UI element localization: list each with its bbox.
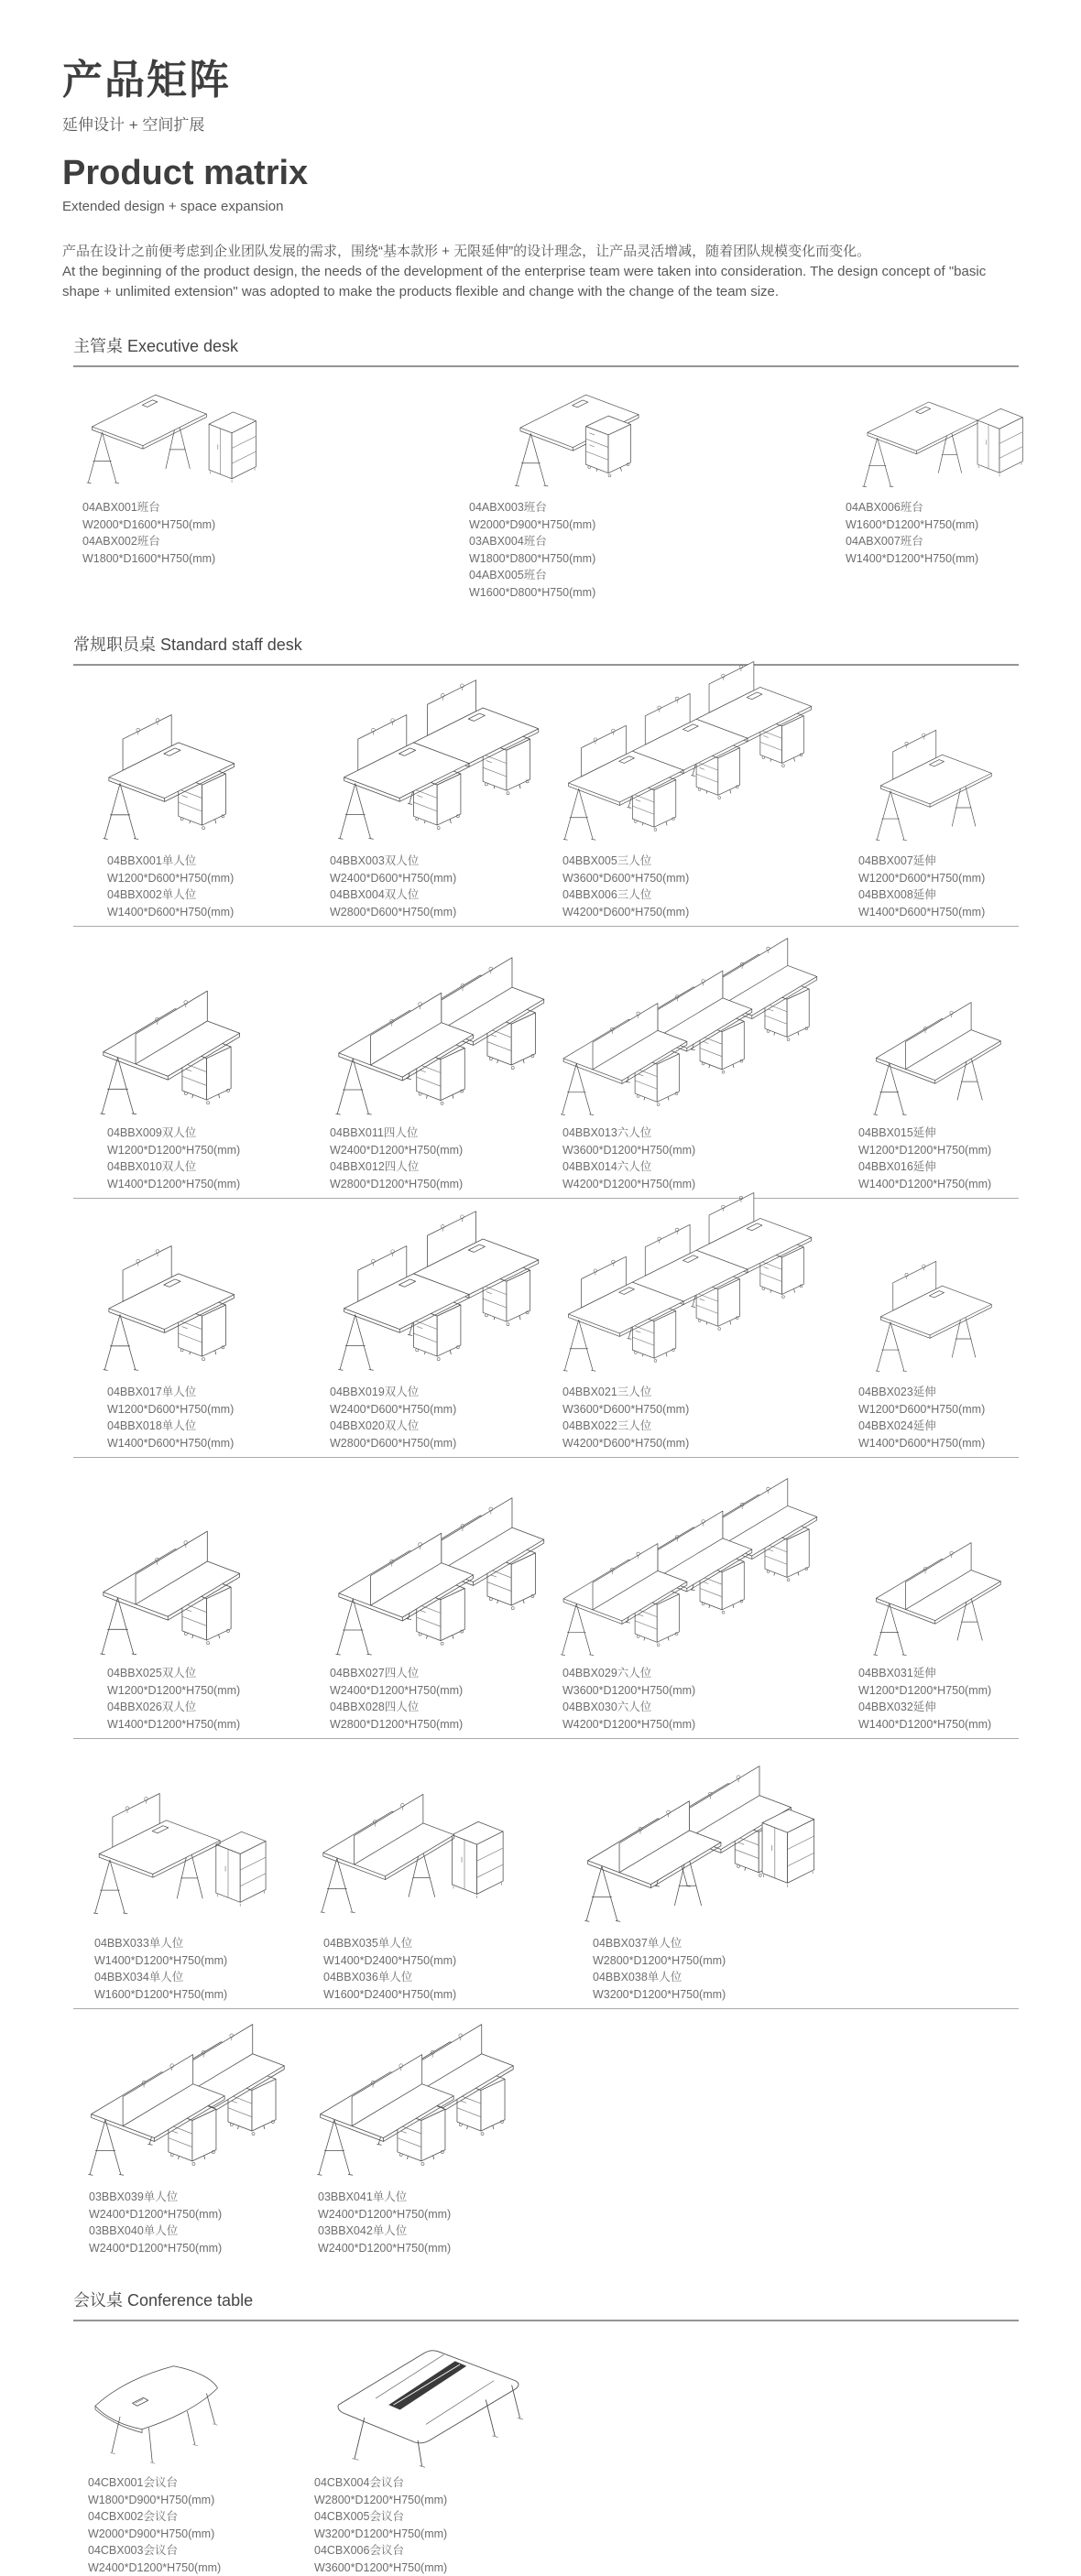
cluster-illustration <box>84 2011 309 2185</box>
product-label-block <box>834 499 1019 567</box>
illustration-area <box>321 1199 553 1380</box>
product-dimensions-label: W2400*D600*H750(mm) <box>330 1402 457 1416</box>
illustration-area <box>553 666 849 849</box>
product-row <box>73 367 1019 601</box>
product-label-block <box>73 2474 300 2576</box>
product-code-label: 04BBX007延伸 <box>858 854 936 868</box>
product-code-label: 03ABX004班台 <box>469 535 547 549</box>
product-dimensions-label: W1600*D2400*H750(mm) <box>323 1987 457 2001</box>
product-label-block <box>300 2474 666 2576</box>
product-label-block <box>849 853 1019 920</box>
product-dimensions-label: W2800*D1200*H750(mm) <box>330 1177 464 1190</box>
staff-double-illustration <box>332 1210 561 1380</box>
product-label-block <box>849 1665 1019 1733</box>
product-dimensions-label: W1400*D2400*H750(mm) <box>323 1953 457 1967</box>
illustration-area <box>73 2009 302 2185</box>
product-cell <box>849 1199 1019 1451</box>
staff-ext-illustration <box>869 1260 1011 1380</box>
product-cell <box>73 666 321 920</box>
catalog-sections <box>62 333 1019 2576</box>
product-code-label: 04BBX018单人位 <box>107 1419 197 1433</box>
product-code-label: 04CBX004会议台 <box>314 2476 404 2490</box>
product-code-label: 04BBX001单人位 <box>107 854 197 868</box>
deep-ext-illustration <box>869 990 1021 1121</box>
product-dimensions-label: W2800*D600*H750(mm) <box>330 905 457 918</box>
illustration-area <box>834 367 1019 495</box>
product-dimensions-label: W2800*D600*H750(mm) <box>330 1436 457 1450</box>
product-row <box>73 666 1019 920</box>
product-dimensions-label: W1200*D1200*H750(mm) <box>858 1143 992 1157</box>
product-dimensions-label: W2000*D900*H750(mm) <box>469 517 596 531</box>
product-code-label: 04ABX003班台 <box>469 501 547 515</box>
product-cell <box>849 666 1019 920</box>
illustration-area <box>73 1199 321 1380</box>
product-code-label: 04BBX023延伸 <box>858 1386 936 1399</box>
product-label-block <box>302 2189 535 2256</box>
illustration-area <box>73 367 467 495</box>
deep-double-illustration <box>332 1484 565 1661</box>
product-dimensions-label: W1400*D1200*H750(mm) <box>858 1717 992 1731</box>
illustration-area <box>302 2009 535 2185</box>
product-cell <box>73 2321 300 2576</box>
product-code-label: 04BBX002单人位 <box>107 888 197 902</box>
product-dimensions-label: W1600*D800*H750(mm) <box>469 585 596 599</box>
product-code-label: 04BBX003双人位 <box>330 854 420 868</box>
product-cell <box>849 927 1019 1192</box>
product-code-label: 04BBX031延伸 <box>858 1667 936 1680</box>
product-code-label: 04BBX012四人位 <box>330 1160 420 1174</box>
product-dimensions-label: W3600*D1200*H750(mm) <box>562 1683 696 1697</box>
intro-paragraph <box>62 242 1019 302</box>
product-code-label: 04CBX005会议台 <box>314 2510 404 2524</box>
product-code-label: 04BBX004双人位 <box>330 888 420 902</box>
product-dimensions-label: W1800*D800*H750(mm) <box>469 551 596 565</box>
intro-text-zh: 产品在设计之前便考虑到企业团队发展的需求，围绕“基本款形 + 无限延伸”的设计理念，让产品灵活增减，随着团队规模变化而变化。 <box>62 244 871 260</box>
illustration-area <box>321 1458 553 1661</box>
product-dimensions-label: W1400*D1200*H750(mm) <box>107 1177 241 1190</box>
product-code-label: 04ABX002班台 <box>82 535 160 549</box>
illustration-area <box>572 1739 1019 1931</box>
product-code-label: 04BBX021三人位 <box>562 1386 652 1399</box>
product-dimensions-label: W1400*D1200*H750(mm) <box>94 1953 228 1967</box>
product-code-label: 04BBX033单人位 <box>94 1937 184 1951</box>
product-cell <box>302 1739 572 2003</box>
product-label-block <box>73 1665 321 1733</box>
product-dimensions-label: W3200*D1200*H750(mm) <box>593 1987 726 2001</box>
product-code-label: 04CBX006会议台 <box>314 2544 404 2558</box>
product-code-label: 04BBX030六人位 <box>562 1701 652 1714</box>
product-dimensions-label: W2400*D1200*H750(mm) <box>330 1143 464 1157</box>
product-cell <box>302 2009 535 2256</box>
product-dimensions-label: W2400*D1200*H750(mm) <box>318 2241 452 2255</box>
illustration-area <box>73 1458 321 1661</box>
product-code-label: 04CBX001会议台 <box>88 2476 178 2490</box>
product-label-block <box>73 499 467 567</box>
product-code-label: 04BBX027四人位 <box>330 1667 420 1680</box>
product-cell <box>321 927 553 1192</box>
product-dimensions-label: W3600*D600*H750(mm) <box>562 1402 690 1416</box>
catalog-section <box>73 2288 1019 2576</box>
product-code-label: 04BBX038单人位 <box>593 1971 682 1984</box>
product-row <box>73 927 1019 1192</box>
product-cell <box>553 927 849 1192</box>
deep-single-illustration <box>96 1517 261 1661</box>
product-code-label: 04BBX029六人位 <box>562 1667 652 1680</box>
product-label-block <box>73 2189 302 2256</box>
product-code-label: 04BBX025双人位 <box>107 1667 197 1680</box>
product-dimensions-label: W2400*D1200*H750(mm) <box>88 2560 222 2574</box>
product-cell <box>553 666 849 920</box>
product-dimensions-label: W2800*D1200*H750(mm) <box>330 1717 464 1731</box>
product-code-label: 04ABX006班台 <box>846 501 923 515</box>
product-row <box>73 1199 1019 1451</box>
product-code-label: 04BBX011四人位 <box>330 1126 419 1140</box>
product-cell <box>553 1458 849 1733</box>
product-dimensions-label: W4200*D1200*H750(mm) <box>562 1717 696 1731</box>
product-row <box>73 1458 1019 1733</box>
product-cell <box>321 666 553 920</box>
section-heading: 会议桌 Conference table <box>73 2291 254 2310</box>
product-dimensions-label: W1400*D600*H750(mm) <box>107 1436 235 1450</box>
product-code-label: 03BBX042单人位 <box>318 2224 408 2238</box>
illustration-area <box>553 1199 849 1380</box>
product-label-block <box>849 1384 1019 1451</box>
product-code-label: 04ABX007班台 <box>846 535 923 549</box>
product-dimensions-label: W1200*D600*H750(mm) <box>858 1402 986 1416</box>
section-heading: 主管桌 Executive desk <box>73 337 239 356</box>
product-dimensions-label: W3600*D1200*H750(mm) <box>314 2560 448 2574</box>
product-dimensions-label: W1400*D1200*H750(mm) <box>846 551 979 565</box>
product-dimensions-label: W1400*D1200*H750(mm) <box>858 1177 992 1190</box>
l-workstation-deep-illustration <box>316 1781 527 1931</box>
product-dimensions-label: W3600*D600*H750(mm) <box>562 871 690 885</box>
product-dimensions-label: W1400*D600*H750(mm) <box>107 905 235 918</box>
page-header <box>62 59 1019 302</box>
product-code-label: 03BBX039单人位 <box>89 2190 179 2204</box>
product-dimensions-label: W2400*D1200*H750(mm) <box>89 2207 223 2221</box>
product-dimensions-label: W2400*D1200*H750(mm) <box>89 2241 223 2255</box>
illustration-area <box>73 2321 300 2471</box>
product-dimensions-label: W1200*D600*H750(mm) <box>107 871 235 885</box>
product-dimensions-label: W2400*D1200*H750(mm) <box>330 1683 464 1697</box>
illustration-area <box>321 927 553 1121</box>
product-row <box>73 2009 1019 2256</box>
product-cell <box>73 1199 321 1451</box>
illustration-area <box>849 1199 1019 1380</box>
product-code-label: 04BBX026双人位 <box>107 1701 197 1714</box>
conf-small-illustration <box>84 2340 235 2471</box>
cluster-illustration <box>313 2011 538 2185</box>
product-code-label: 04ABX005班台 <box>469 569 547 582</box>
product-label-block <box>321 1665 553 1733</box>
product-dimensions-label: W2000*D1600*H750(mm) <box>82 517 216 531</box>
product-code-label: 04BBX009双人位 <box>107 1126 197 1140</box>
product-cell <box>73 2009 302 2256</box>
illustration-area <box>300 2321 666 2471</box>
product-code-label: 04BBX005三人位 <box>562 854 652 868</box>
product-cell <box>321 1458 553 1733</box>
product-cell <box>834 367 1019 601</box>
product-label-block <box>553 1665 849 1733</box>
product-code-label: 04CBX002会议台 <box>88 2510 178 2524</box>
product-code-label: 04BBX010双人位 <box>107 1160 197 1174</box>
product-dimensions-label: W2000*D900*H750(mm) <box>88 2527 215 2540</box>
exec-l2-illustration <box>857 376 1040 495</box>
product-code-label: 04BBX036单人位 <box>323 1971 413 1984</box>
product-label-block <box>553 1125 849 1192</box>
product-dimensions-label: W3600*D1200*H750(mm) <box>562 1143 696 1157</box>
intro-text-en: At the beginning of the product design, the needs of the development of the enterprise team were taken into consideration. The design concept of "basic shape + unlimited extension" was adopted to make the products flexible and change with the change of the team size. <box>62 264 987 300</box>
product-code-label: 04BBX008延伸 <box>858 888 936 902</box>
product-cell <box>553 1199 849 1451</box>
workstation-wide-illustration <box>581 1753 819 1931</box>
product-code-label: 04BBX006三人位 <box>562 888 652 902</box>
product-dimensions-label: W1800*D900*H750(mm) <box>88 2493 215 2506</box>
product-code-label: 04BBX013六人位 <box>562 1126 652 1140</box>
product-row <box>73 2321 1019 2576</box>
product-label-block <box>321 1125 553 1192</box>
product-dimensions-label: W4200*D600*H750(mm) <box>562 1436 690 1450</box>
product-dimensions-label: W4200*D600*H750(mm) <box>562 905 690 918</box>
page-subtitle-en: Extended design + space expansion <box>62 199 284 215</box>
product-dimensions-label: W1800*D1600*H750(mm) <box>82 551 216 565</box>
product-code-label: 04BBX032延伸 <box>858 1701 936 1714</box>
product-dimensions-label: W4200*D1200*H750(mm) <box>562 1177 696 1190</box>
product-cell <box>572 1739 1019 2003</box>
illustration-area <box>553 927 849 1121</box>
l-workstation-illustration <box>87 1787 289 1931</box>
illustration-area <box>302 1739 572 1931</box>
staff-double-illustration <box>332 679 561 849</box>
staff-ext-illustration <box>869 729 1011 849</box>
product-code-label: 03BBX041单人位 <box>318 2190 408 2204</box>
illustration-area <box>73 666 321 849</box>
product-label-block <box>849 1125 1019 1192</box>
product-code-label: 04BBX015延伸 <box>858 1126 936 1140</box>
illustration-area <box>849 927 1019 1121</box>
product-cell <box>73 367 467 601</box>
illustration-area <box>321 666 553 849</box>
product-cell <box>73 927 321 1192</box>
product-dimensions-label: W1200*D1200*H750(mm) <box>107 1143 241 1157</box>
product-dimensions-label: W1200*D1200*H750(mm) <box>107 1683 241 1697</box>
illustration-area <box>73 927 321 1121</box>
product-label-block <box>321 1384 553 1451</box>
product-code-label: 04BBX016延伸 <box>858 1160 936 1174</box>
product-dimensions-label: W2800*D1200*H750(mm) <box>593 1953 726 1967</box>
product-code-label: 04BBX035单人位 <box>323 1937 413 1951</box>
product-dimensions-label: W2800*D1200*H750(mm) <box>314 2493 448 2506</box>
product-dimensions-label: W2400*D1200*H750(mm) <box>318 2207 452 2221</box>
product-cell <box>73 1458 321 1733</box>
illustration-area <box>553 1458 849 1661</box>
product-code-label: 04BBX017单人位 <box>107 1386 197 1399</box>
product-label-block <box>73 1935 302 2003</box>
product-dimensions-label: W1400*D600*H750(mm) <box>858 905 986 918</box>
product-dimensions-label: W1600*D1200*H750(mm) <box>94 1987 228 2001</box>
section-heading: 常规职员桌 Standard staff desk <box>73 636 302 655</box>
deep-triple-illustration <box>557 1466 836 1661</box>
product-cell <box>321 1199 553 1451</box>
page-subtitle-zh: 延伸设计 + 空间扩展 <box>62 116 205 135</box>
product-code-label: 04BBX028四人位 <box>330 1701 420 1714</box>
product-dimensions-label: W1400*D1200*H750(mm) <box>107 1717 241 1731</box>
product-label-block <box>553 1384 849 1451</box>
exec-l-illustration <box>81 362 278 495</box>
conf-large-illustration <box>327 2321 538 2471</box>
product-dimensions-label: W1200*D1200*H750(mm) <box>858 1683 992 1697</box>
product-label-block <box>73 853 321 920</box>
deep-double-illustration <box>332 944 565 1121</box>
product-code-label: 04BBX034单人位 <box>94 1971 184 1984</box>
product-code-label: 03BBX040单人位 <box>89 2224 179 2238</box>
product-label-block <box>73 1384 321 1451</box>
deep-single-illustration <box>96 977 261 1121</box>
product-cell <box>73 1739 302 2003</box>
staff-single-illustration <box>96 713 257 849</box>
product-cell <box>300 2321 666 2576</box>
product-dimensions-label: W1600*D1200*H750(mm) <box>846 517 979 531</box>
illustration-area <box>849 1458 1019 1661</box>
product-code-label: 04BBX037单人位 <box>593 1937 682 1951</box>
product-code-label: 04BBX019双人位 <box>330 1386 420 1399</box>
product-label-block <box>321 853 553 920</box>
product-code-label: 04BBX014六人位 <box>562 1160 652 1174</box>
product-dimensions-label: W1400*D600*H750(mm) <box>858 1436 986 1450</box>
illustration-area <box>467 367 834 495</box>
exec-straight-illustration <box>508 367 660 495</box>
product-label-block <box>572 1935 1019 2003</box>
deep-triple-illustration <box>557 926 836 1121</box>
catalog-section <box>73 632 1019 2256</box>
product-label-block <box>73 1125 321 1192</box>
product-code-label: 04ABX001班台 <box>82 501 160 515</box>
product-code-label: 04BBX022三人位 <box>562 1419 652 1433</box>
product-code-label: 04BBX024延伸 <box>858 1419 936 1433</box>
staff-triple-illustration <box>557 1191 832 1380</box>
product-label-block <box>467 499 834 601</box>
product-cell <box>467 367 834 601</box>
product-code-label: 04BBX020双人位 <box>330 1419 420 1433</box>
illustration-area <box>73 1739 302 1931</box>
product-row <box>73 1739 1019 2003</box>
page-title-zh: 产品矩阵 <box>62 58 231 103</box>
product-code-label: 04CBX003会议台 <box>88 2544 178 2558</box>
product-dimensions-label: W1200*D600*H750(mm) <box>858 871 986 885</box>
deep-ext-illustration <box>869 1530 1021 1661</box>
staff-single-illustration <box>96 1245 257 1380</box>
product-cell <box>849 1458 1019 1733</box>
product-label-block <box>302 1935 572 2003</box>
product-label-block <box>553 853 849 920</box>
catalog-section <box>73 333 1019 601</box>
staff-triple-illustration <box>557 660 832 849</box>
product-dimensions-label: W1200*D600*H750(mm) <box>107 1402 235 1416</box>
page-title-en: Product matrix <box>62 154 309 193</box>
product-dimensions-label: W3200*D1200*H750(mm) <box>314 2527 448 2540</box>
illustration-area <box>849 666 1019 849</box>
product-dimensions-label: W2400*D600*H750(mm) <box>330 871 457 885</box>
